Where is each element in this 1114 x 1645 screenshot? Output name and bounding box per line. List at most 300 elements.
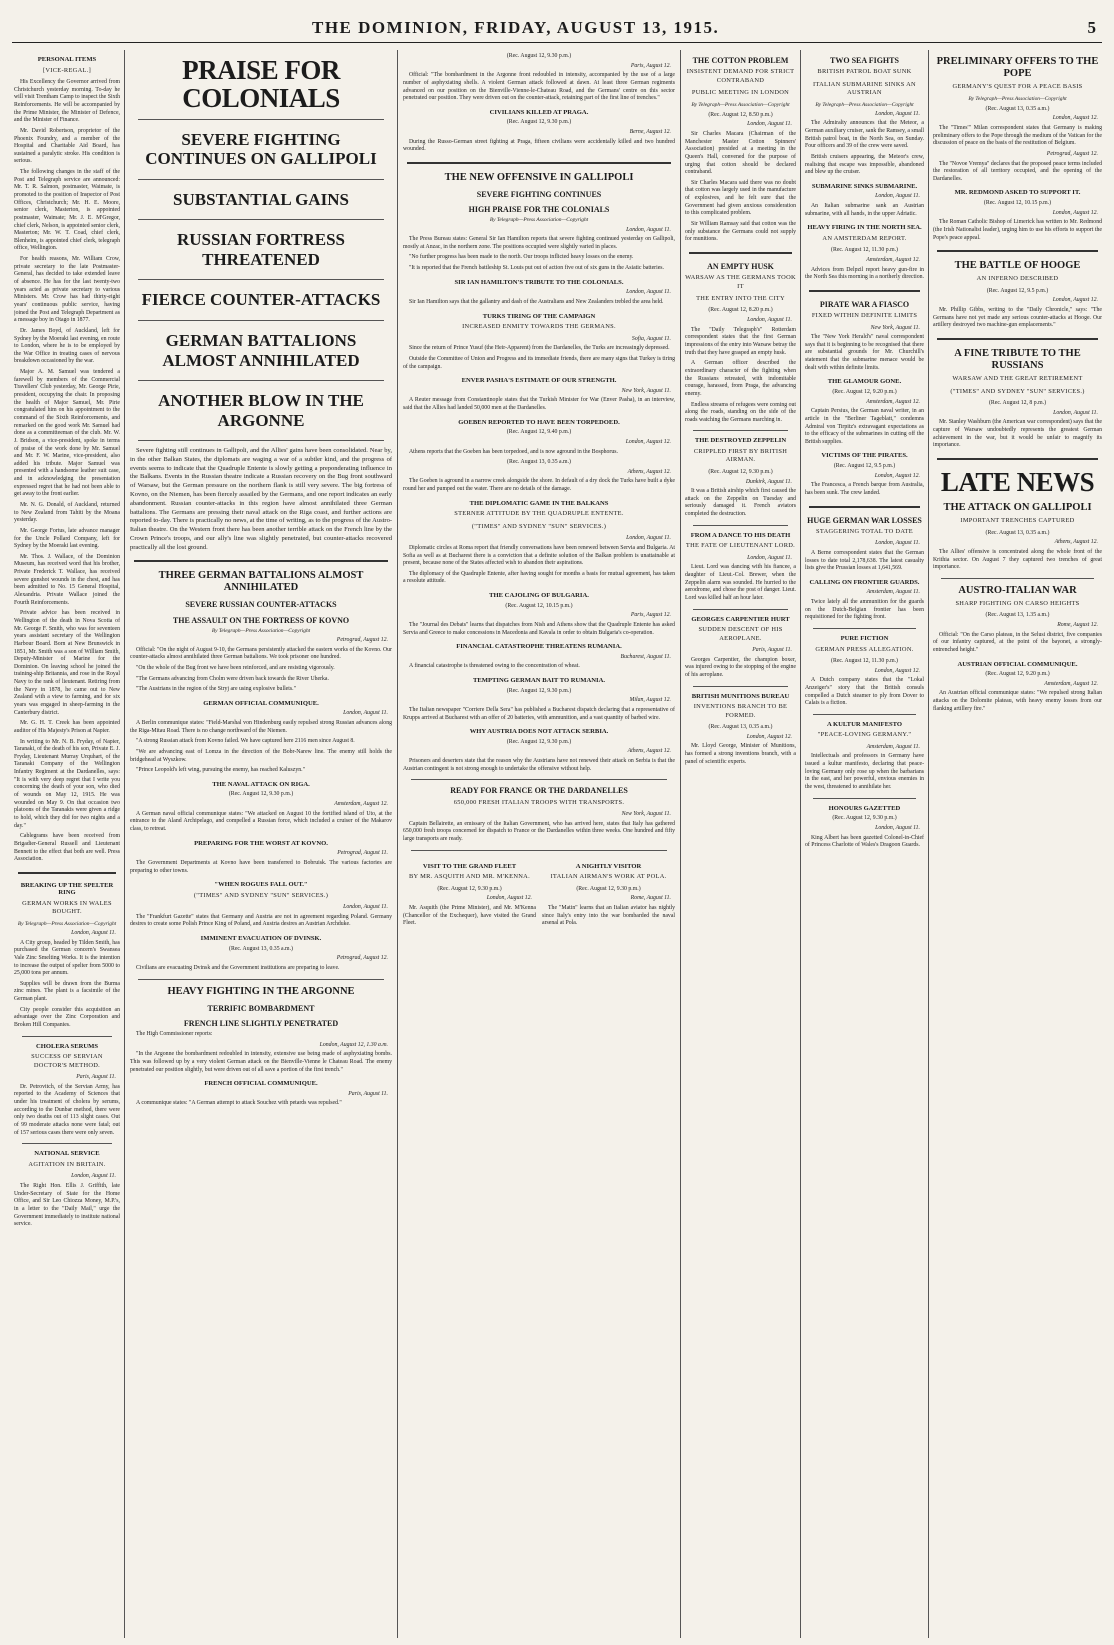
dateline: Dunkirk, August 11. — [745, 478, 792, 485]
subheading: ("TIMES" AND SYDNEY "SUN" SERVICES.) — [471, 522, 607, 530]
headline: THE GLAMOUR GONE. — [827, 378, 902, 386]
received-time: (Rec. August 12, 10.15 p.m.) — [983, 200, 1052, 207]
paragraph: The Roman Catholic Bishop of Limerick has written to Mr. Redmond (the Irish Nationalist leader), urging him to use his efforts to support the Pope's peace appeal. — [933, 219, 1102, 241]
dateline: Petrograd, August 11. — [337, 850, 388, 857]
subheading: AN INFERNO DESCRIBED — [976, 275, 1059, 283]
paragraph: The diplomacy of the Quadruple Entente, after having sought for months a basis for mutual agreement, has taken a resolute attitude. — [403, 570, 675, 585]
paragraph: City people consider this acquisition an advantage over the Zinc Corporation and Broken Hill Companies. — [14, 1006, 120, 1029]
dateline: London, August 12. — [874, 667, 920, 674]
divider — [138, 380, 384, 381]
airman-story — [542, 857, 675, 931]
dateline: Rome, August 11. — [630, 895, 671, 902]
dateline: Berne, August 12. — [629, 129, 671, 136]
headline: THE DESTROYED ZEPPELIN — [694, 437, 787, 445]
subheading: SHARP FIGHTING ON CARSO HEIGHTS — [955, 599, 1080, 607]
dateline: London, August 12, 1.30 a.m. — [319, 1041, 388, 1048]
dateline: Amsterdam, August 11. — [866, 589, 920, 596]
subheading: SUDDEN DESCENT OF HIS AEROPLANE. — [698, 626, 783, 642]
paragraph: Major A. M. Samuel was tendered a farewell by members of the Commercial Travellers' Club yesterday, Mr. George Pirie, president, occupying the chair. In proposing the health of Major Samuel, Mr. Pirie congratulated him on his appointment to the command of the Sixth Reinforcements, and remarked on the good work Mr. Samuel had done as a committeeman of the club. Mr. W. J. Bridson, a vice-president, spoke in terms of praise of the work done by Mr. Samuel and Mr. F. W. Marine, vice-president, also added his tribute. Major Samuel was presented with a handsome leather suit case, and in acknowledging the presentation expressed regret that he had not been able to get away to the front earlier. — [14, 369, 120, 498]
divider — [138, 320, 384, 321]
paragraph: Mr. David Robertson, proprietor of the Phoenix Foundry, and a member of the Hospital and Charitable Aid Board, has sustained a paralytic stroke. His condition is serious. — [14, 127, 120, 165]
dateline: London, August 12. — [1052, 209, 1098, 216]
received-time: (Rec. August 12, 9.5 p.m.) — [833, 463, 896, 470]
headline: FINANCIAL CATASTROPHE THREATENS RUMANIA. — [456, 643, 622, 651]
dateline: London, August 12. — [746, 733, 792, 740]
headline: CHOLERA SERUMS — [35, 1042, 99, 1050]
received-time: (Rec. August 12, 8 p.m.) — [989, 400, 1046, 406]
dateline: New York, August 11. — [870, 324, 920, 331]
headline: "WHEN ROGUES FALL OUT." — [214, 881, 308, 889]
received-time: (Rec. August 13, 0.35 a.m.) — [985, 529, 1050, 536]
dateline: London, August 12. — [625, 438, 671, 445]
paragraph: Official: "On the night of August 9-10, the Germans persistently attacked the eastern works of the Kovno. Our counter-attacks almost annihilated three German battalions. We took prisoner one hundred. — [130, 646, 392, 661]
headline: THREE GERMAN BATTALIONS ALMOST ANNIHILATED — [158, 570, 364, 594]
paragraph: The Admiralty announces that the Meteor, a German auxiliary cruiser, sank the Ramsey, a small British patrol boat, in the North Sea, on Sunday. Four officers and 39 of the crew were saved. — [805, 120, 924, 150]
paragraph: Sir Charles Macara said there was no doubt that cotton was largely used in the manufacture of explosives, and he felt sure that the Government had given anxious consideration to this complicated problem. — [685, 179, 796, 217]
headline: CIVILIANS KILLED AT PRAGA. — [489, 108, 589, 116]
dateline: London, August 11. — [1053, 409, 1098, 416]
paragraph: The "Journal des Debats" learns that dispatches from Nish and Athens show that the Quadruple Entente has asked Servia and Greece to make concessions in Macedonia and Kavala in order to obtain Bulgaria's co-operation. — [403, 621, 675, 636]
subheading: STAGGERING TOTAL TO DATE — [816, 527, 913, 535]
dateline: London, August 11. — [747, 317, 792, 324]
paragraph: Mr. Thos. J. Wallace, of the Dominion Museum, has received word that his brother, Private Frederick T. Wallace, has received severe gunshot wounds in the chest, and has been admitted to No. 15 General Hospital, Alexandria. Private Wallace joined the Fourth Reinforcements. — [14, 553, 120, 606]
dateline: London, August 11. — [71, 1173, 116, 1180]
received-time: (Rec. August 12, 11.30 p.m.) — [831, 247, 898, 254]
received-time: (Rec. August 12, 9.30 p.m.) — [506, 119, 572, 126]
divider — [937, 338, 1098, 340]
headline: SEVERE FIGHTING CONTINUES ON GALLIPOLI — [145, 129, 377, 169]
received-time: (Rec. August 13, 0.35 a.m.) — [985, 105, 1050, 112]
headline: GERMAN OFFICIAL COMMUNIQUE. — [203, 699, 319, 707]
received-time: (Rec. August 12, 9.40 p.m.) — [506, 429, 572, 436]
headline: HONOURS GAZETTED — [828, 804, 901, 812]
paragraph: Intellectuals and professors in Germany have issued a kultur manifesto, declaring that peace-loving Germany only rose up when the barbarians in the east, and her powerful, envious enemies in the west, threatened to annihilate her. — [805, 753, 924, 791]
received-time: (Rec. August 12, 9.20 p.m.) — [832, 388, 897, 395]
headline: CALLING ON FRONTIER GUARDS. — [809, 578, 920, 586]
divider — [693, 525, 788, 526]
divider — [138, 179, 384, 180]
headline: VICTIMS OF THE PIRATES. — [821, 452, 908, 460]
subheading: FRENCH LINE SLIGHTLY PENETRATED — [183, 1018, 339, 1028]
received-time: (Rec. August 12, 9.30 p.m.) — [437, 885, 502, 892]
wire-credit: By Telegraph—Press Association—Copyright — [691, 101, 790, 108]
divider — [809, 506, 920, 508]
headline: ENVER PASHA'S ESTIMATE OF OUR STRENGTH. — [461, 377, 617, 385]
received-time: (Rec. August 13, 1.35 a.m.) — [985, 612, 1050, 619]
subheading: THE ENTRY INTO THE CITY — [696, 295, 785, 303]
paragraph: "We are advancing east of Lomza in the direction of the Bobr-Narew line. The enemy still holds the bridgehead at Wyszkow. — [130, 748, 392, 763]
headline: MR. REDMOND ASKED TO SUPPORT IT. — [954, 189, 1081, 197]
dateline: Paris, August 12. — [630, 612, 671, 619]
subheading: ITALIAN SUBMARINE SINKS AN AUSTRIAN — [813, 80, 916, 97]
received-time: (Rec. August 12, 9.30 p.m.) — [506, 53, 572, 59]
paragraph: Diplomatic circles at Roma report that friendly conversations have been renewed between Servia and Bulgaria. At Sofia as well as at Bucharest there is a conviction that a definite solution of the Balkan problem is unattainable at present, because none of the States affected wish to abandon their aspirations. — [403, 544, 675, 567]
subheading: GERMANY'S QUEST FOR A PEACE BASIS — [952, 83, 1083, 91]
subheading: GERMAN PRESS ALLEGATION. — [815, 645, 914, 653]
column-3 — [403, 50, 675, 1640]
subheading: INVENTIONS BRANCH TO BE FORMED. — [693, 703, 788, 719]
dateline: Amsterdam, August 11. — [866, 743, 920, 750]
paragraph: A German naval official communique states: "We attacked on August 10 the fortified island of Uto, at the entrance to the Aland Archipelago, and compelled a Russian force, which included a cruiser of the Makarov class, to retreat. — [130, 810, 392, 833]
received-time: (Rec. August 12, 9.30 p.m.) — [576, 885, 641, 892]
masthead — [12, 18, 1102, 43]
dateline: London, August 12. — [1052, 297, 1098, 304]
column-5 — [805, 50, 924, 1640]
paragraph: Mr. Stanley Washburn (the American war correspondent) says that the capture of Warsaw undoubtedly represents the greatest German achievement in the war, but it would be unfair to magnify its importance. — [933, 419, 1102, 449]
divider — [693, 686, 788, 687]
dateline: London, August 12. — [874, 472, 920, 479]
divider — [407, 162, 671, 164]
late-news-banner: LATE NEWS — [940, 466, 1095, 497]
headline: THE DIPLOMATIC GAME IN THE BALKANS — [469, 499, 609, 507]
paragraph: Twice lately all the ammunition for the guards on the Dutch-Belgian frontier has been requisitioned for the fighting front. — [805, 599, 924, 621]
dateline: London, August 12. — [486, 895, 532, 902]
divider — [138, 119, 384, 120]
dateline: London, August 11. — [875, 110, 920, 117]
dateline: London, August 11. — [875, 540, 920, 547]
subheading: [VICE-REGAL.] — [42, 66, 92, 74]
dateline: Bucharest, August 11. — [620, 653, 671, 660]
wire-credit: By Telegraph—Press Association—Copyright — [211, 627, 311, 634]
divider — [411, 850, 667, 851]
headline: TWO SEA FIGHTS — [830, 56, 899, 65]
paragraph: "No further progress has been made to the north. Our troops inflicted heavy losses on the enemy. — [409, 254, 634, 261]
fleet-story — [403, 857, 536, 931]
paragraph: Outside the Committee of Union and Progress and its immediate friends, there are many signs that Turkey is tiring of the campaign. — [403, 355, 675, 370]
dateline: London, August 11. — [747, 554, 792, 561]
subheading: BY MR. ASQUITH AND MR. M'KENNA. — [409, 873, 530, 881]
subheading: STERNER ATTITUDE BY THE QUADRUPLE ENTENTE. — [454, 510, 624, 518]
subheading: INCREASED ENMITY TOWARDS THE GERMANS. — [462, 323, 616, 331]
headline: PREPARING FOR THE WORST AT KOVNO. — [194, 839, 328, 847]
dateline: London, August 11. — [875, 824, 920, 831]
subheading: CRIPPLED FIRST BY BRITISH AIRMAN. — [693, 448, 788, 464]
subheading: THE FATE OF LIEUTENANT LORD. — [685, 542, 796, 550]
received-time: (Rec. August 12, 9.30 p.m.) — [506, 738, 572, 745]
headline: FIERCE COUNTER-ATTACKS — [141, 290, 381, 310]
paragraph: Lieut. Lord was dancing with his fiancee, a daughter of Lieut.-Col. Brewer, when the Zeppelin alarm was sounded. He hurried to the aerodrome, and chose the post of danger. Lieut. Lord was killed half an hour later. — [685, 564, 796, 601]
column-4 — [685, 50, 796, 1640]
headline: A NIGHTLY VISITOR — [575, 862, 642, 870]
headline: BREAKING UP THE SPELTER RING — [20, 881, 114, 897]
subheading: INSISTENT DEMAND FOR STRICT CONTRABAND — [686, 68, 795, 84]
dateline: Petrograd, August 12. — [1046, 150, 1098, 157]
subheading: WARSAW AND THE GREAT RETIREMENT — [952, 375, 1083, 383]
divider — [937, 458, 1098, 460]
paragraph: In writing to Mr. N. B. Fryday, of Napier, Taranaki, of the death of his son, Private E. J. Fryday, Lieutenant Murray Urquhart, of the Taranaki Company of the Wellington Infantry Regiment at the Dardanelles, says: "It is with very deep regret that I write you concerning the death of your son, who died of wounds on May 12, 1915. He was wounded on May 9. On that occasion two platoons of the Taranakis were given a ridge to hold, which they did for two nights and a day." — [14, 738, 120, 829]
paragraph: "The Austrians in the region of the Stryj are using explosive bullets." — [136, 686, 296, 693]
paragraph: Mr. Asquith (the Prime Minister), and Mr. M'Kenna (Chancellor of the Exchequer), have visited the Grand Fleet. — [403, 904, 536, 927]
paragraph: The Press Bureau states: General Sir Ian Hamilton reports that severe fighting continued yesterday on Gallipoli, mostly at Anzac, in the northern zone. The positions occupied were slightly varied in places. — [403, 236, 675, 250]
received-time: (Rec. August 12, 11.30 p.m.) — [831, 657, 898, 664]
dateline: London, August 11. — [626, 289, 671, 296]
paragraph: Captain Persius, the German naval writer, in an article in the "Berliner Tageblatt," condemns Admiral von Tirpitz's extravagant expectations as to the efficacy of the submarines in cutting off the British supplies. — [805, 408, 924, 445]
received-time: (Rec. August 12, 9.30 p.m.) — [506, 687, 572, 694]
subheading: HIGH PRAISE FOR THE COLONIALS — [468, 205, 610, 215]
headline: VISIT TO THE GRAND FLEET — [422, 862, 517, 870]
divider — [693, 430, 788, 431]
paragraph: Dr. Petrovitch, of the Servian Army, has reported to the Academy of Sciences that under his treatment of cholera by serums, according to the Dunbar method, there were only two deaths out of 113 slight cases. Out of 99 moderate attacks none were fatal; out of 157 serious cases there were only seven. — [14, 1083, 120, 1136]
subheading: IMPORTANT TRENCHES CAPTURED — [960, 517, 1075, 525]
paragraph: Georges Carpentier, the champion boxer, was injured owing to the stopping of the engine of his aeroplane. — [685, 656, 796, 679]
dateline: Milan, August 12. — [629, 697, 671, 704]
paragraph: "On the whole of the Bug front we have been reinforced, and are resisting vigorously. — [136, 664, 335, 671]
dateline: Amsterdam, August 12. — [866, 256, 920, 263]
lead-paragraph: Severe fighting still continues in Gallipoli, and the Allies' gains have been consolidated. Near by, in the other Balkan States, the diplomats are waging a war of a subtler kind, and the progress of events seems to indicate that the Quadruple Entente is slowly getting a preponderating influence in the Balkans. Events in the Russian theatre indicate a Russian recovery on the Bug front southward of Warsaw, but the German pressure on the northern flank is still very severe. The big fortress of Kovno, on the Niemen, has been fiercely assailed by the Germans, and one report indicates an early abandonment. Russian counter-attacks in this region have almost annihilated three German battalions. The Germans are pressing their naval attack on the Riga coast, and further actions are reported to-day. There is practically no news, at the time of writing, as to the progress of the Austro-Italian theatre. On the Western front there has been another terrible attack on the French line by the Crown Prince's troops, and our ally's line was slightly penetrated, but counter-attacks recovered practically all the lost ground. — [130, 447, 392, 551]
dateline: London, August 11. — [626, 226, 671, 233]
column-6 — [933, 50, 1102, 1640]
subheading: FIXED WITHIN DEFINITE LIMITS — [811, 312, 918, 320]
headline: IMMINENT EVACUATION OF DVINSK. — [200, 935, 322, 943]
headline: THE NAVAL ATTACK ON RIGA. — [212, 780, 310, 788]
dateline: Petrograd, August 12. — [336, 955, 388, 962]
paragraph: The Government Departments at Kovno have been transferred to Bobruisk. The various factories are preparing to other towns. — [130, 859, 392, 874]
wire-credit: By Telegraph—Press Association—Copyright — [815, 101, 914, 108]
paragraph: The Allies' offensive is concentrated along the whole front of the Krithia sector. On August 7 they captured two trenches of great importance. — [933, 548, 1102, 571]
divider — [134, 560, 388, 562]
received-time: (Rec. August 12, 9.30 p.m.) — [832, 815, 897, 822]
paragraph: A City group, headed by Tilden Smith, has purchased the German concern's Swansea Vale Zinc Smelting Works. It is the intention to increase the output of spelter from 5000 to 25,000 tons per annum. — [14, 939, 120, 977]
divider — [22, 1143, 112, 1144]
paragraph: "The Germans advancing from Cholm were driven back towards the River Uherka. — [136, 675, 329, 682]
dateline: Amsterdam, August 12. — [866, 398, 920, 405]
two-column-block — [403, 857, 675, 931]
divider — [411, 779, 667, 780]
paragraph: The "New York Herald's" naval correspondent says that it is beginning to be recognised that there are substantial grounds for Mr. Churchill's statement that the submarine menace would be dealt with within definite limits. — [805, 334, 924, 371]
headline: HEAVY FIRING IN THE NORTH SEA. — [807, 224, 922, 232]
headline: PIRATE WAR A FIASCO — [819, 299, 910, 309]
divider — [138, 979, 384, 980]
subheading: THE ASSAULT ON THE FORTRESS OF KOVNO — [172, 615, 350, 625]
main-headline: PRAISE FOR COLONIALS — [182, 55, 340, 114]
paragraph: Sir Ian Hamilton says that the gallantry and dash of the Australians and New Zealanders trebled the area held. — [409, 298, 664, 305]
paragraph: Mr. Phillip Gibbs, writing to the "Daily Chronicle," says: "The Germans have not yet made any serious counter-attacks at Hooge. Our artillery destroyed two machine-gun emplacements." — [933, 307, 1102, 329]
headline: PURE FICTION — [840, 634, 889, 642]
paragraph: The "Frankfurt Gazette" states that Germany and Austria are not in agreement regarding Poland. Germany desires to create some Polish Prince King of Poland, and Austria desires an Austrian Archduke. — [130, 913, 392, 928]
headline: NATIONAL SERVICE — [34, 1150, 100, 1158]
dateline: New York, August 11. — [621, 811, 671, 818]
column-rule — [124, 50, 125, 1638]
paragraph: A Berlin communique states: "Field-Marshal von Hindenburg easily repulsed strong Russian advances along the Riga-Mitau Road. There is no change northward of the Niemen. — [130, 720, 392, 734]
headline: PRELIMINARY OFFERS TO THE POPE — [936, 56, 1099, 80]
paragraph: Mr. N. G. Donald, of Auckland, returned to New Zealand from Tahiti by the Moana yesterday. — [14, 501, 120, 524]
paragraph: During the Russo-German street fighting at Praga, fifteen civilians were accidentally killed and two hundred wounded. — [403, 138, 675, 153]
paragraph: Dr. James Boyd, of Auckland, left for Sydney by the Moeraki last evening, en route to London, where he is to be employed by the War Office in treating cases of nervous breakdown occasioned by the war. — [14, 327, 120, 365]
paragraph: A Berne correspondent states that the German losses to date total 2,178,638. The latest casualty lists give the Prussian losses at 1,641,569. — [805, 549, 924, 572]
headline: FRENCH OFFICIAL COMMUNIQUE. — [204, 1080, 318, 1088]
subheading: PUBLIC MEETING IN LONDON — [691, 89, 790, 97]
headline: RUSSIAN FORTRESS THREATENED — [176, 230, 346, 269]
received-time: (Rec. August 12, 9.5 p.m.) — [986, 287, 1049, 294]
wire-credit: By Telegraph—Press Association—Copyright — [968, 95, 1067, 102]
paragraph: The High Commissioner reports: — [136, 1031, 213, 1038]
headline: WHY AUSTRIA DOES NOT ATTACK SERBIA. — [469, 728, 609, 736]
headline: BRITISH MUNITIONS BUREAU — [691, 692, 790, 700]
dateline: London, August 11. — [875, 193, 920, 200]
headline: AUSTRO-ITALIAN WAR — [958, 584, 1077, 596]
subheading: "PEACE-LOVING GERMANY." — [817, 731, 912, 739]
received-time: (Rec. August 12, 8.50 p.m.) — [708, 111, 773, 118]
paragraph: "It is reported that the French battleship St. Louis put out of action five out of six guns in the Asiatic batteries. — [409, 265, 664, 272]
received-time: (Rec. August 13, 0.35 a.m.) — [507, 459, 571, 466]
paragraph: The "Times'" Milan correspondent states that Germany is making preliminary offers to the Pope through the medium of the Vatican for the discussion of peace on the basis of the restitution of Belgium. — [933, 124, 1102, 147]
paragraph: "Prince Leopold's left wing, pursuing the enemy, has reached Kaluszyn." — [136, 767, 305, 774]
headline: GERMAN BATTALIONS ALMOST ANNIHILATED — [162, 330, 360, 370]
paragraph: Sir William Ramsay said that cotton was the only substance the Germans could not supply for munitions. — [685, 221, 796, 243]
dateline: Paris, August 11. — [752, 647, 792, 654]
dateline: Athens, August 12. — [627, 748, 671, 755]
paragraph: Civilians are evacuating Dvinsk and the Government institutions are preparing to leave. — [136, 964, 340, 971]
paragraph: Supplies will be drawn from the Burma zinc mines. The plant is a facsimile of the German plant. — [14, 980, 120, 1003]
column-1 — [14, 50, 120, 1640]
headline: HUGE GERMAN WAR LOSSES — [807, 515, 922, 525]
dateline: Amsterdam, August 12. — [1044, 680, 1098, 687]
subheading: WARSAW AS THE GERMANS TOOK IT — [685, 274, 796, 290]
paragraph: A communique states: "A German attempt to attack Souchez with petards was repulsed." — [136, 1100, 342, 1107]
paragraph: Cablegrams have been received from Brigadier-General Russell and Lieutenant Bennett to the effect that both are well. Press Association. — [14, 833, 120, 863]
column-rule — [800, 50, 801, 1638]
dateline: Sofia, August 11. — [631, 335, 671, 342]
paragraph: Sir Charles Macara (Chairman of the Manchester Master Cotton Spinners' Association) presided at a meeting in the Queen's Hall, convened for the purpose of urging that cotton should be declared contraband. — [685, 130, 796, 176]
paragraph: The Italian newspaper "Corriere Della Sera" has published a Bucharest dispatch declaring that a representative of Krupps arrived at Bucharest with an offer of 20 batteries, with ammunition, and a vast quantity of barbed wire. — [403, 706, 675, 721]
dateline: London, August 12. — [1052, 115, 1098, 122]
dateline: Athens, August 12. — [627, 468, 671, 475]
dateline: Paris, August 11. — [76, 1074, 116, 1081]
dateline: Petrograd, August 12. — [336, 636, 388, 643]
divider — [813, 714, 916, 715]
paragraph: His Excellency the Governor arrived from Christchurch yesterday morning. To-day he will visit Trentham Camp to inspect the Sixth Reinforcements. He will be accompanied by the Prime Minister, the Minister of Defence, and the Minister of Finance. — [14, 79, 120, 124]
paragraph: The following changes in the staff of the Post and Telegraph service are announced: Mr. T. R. Salmon, postmaster, Waimate, is promoted to the position of Inspector of Post Offices, Christchurch; Mr. H. E. Moore, senior clerk, Masterton, is appointed postmaster, Waimate; Mr. J. E. M'Gregor, chief clerk, Nelson, is appointed senior clerk, Masterton; Mr. W. T. Coad, chief clerk, Blenheim, is appointed chief clerk, telegraph office, Wellington. — [14, 169, 120, 252]
wire-credit: By Telegraph—Press Association—Copyright — [17, 920, 117, 927]
headline: GEORGES CARPENTIER HURT — [691, 615, 790, 623]
dateline: Rome, August 12. — [1057, 622, 1098, 629]
headline: TURKS TIRING OF THE CAMPAIGN — [482, 312, 596, 320]
headline: HEAVY FIGHTING IN THE ARGONNE — [167, 985, 355, 997]
divider — [138, 279, 384, 280]
paragraph: Since the return of Prince Yusuf (the Heir-Apparent) from the Dardanelles, the Turks are increasingly depressed. — [409, 345, 670, 352]
page-number: 5 — [1087, 18, 1096, 37]
paragraph: The "Matin" learns that an Italian aviator has nightly since Italy's entry into the war bombarded the naval arsenal at Pola. — [542, 904, 675, 927]
dateline: London, August 11. — [626, 535, 671, 542]
dateline: London, August 11. — [343, 710, 388, 717]
paragraph: The Goeben is aground in a narrow creek alongside the shore. In default of a dry dock the Turks have built a dyke round her and pumped out the water. There are no details of the damage. — [403, 478, 675, 493]
column-2 — [130, 50, 392, 1640]
subheading: SEVERE RUSSIAN COUNTER-ATTACKS — [185, 600, 337, 610]
paragraph: A Reuter message from Constantinople states that the Turkish Minister for War (Enver Pasha), in an interview, said that the Allies had landed 50,000 men at the Dardanelles. — [403, 397, 675, 412]
subheading: GERMAN WORKS IN WALES BOUGHT. — [22, 899, 112, 916]
paragraph: Endless streams of refugees were coming out along the roads, standing on the side of the roads watching the Germans marching in. — [685, 401, 796, 423]
headline: TEMPTING GERMAN BAIT TO RUMANIA. — [472, 677, 606, 685]
headline: FROM A DANCE TO HIS DEATH — [690, 531, 791, 539]
subheading: 650,000 FRESH ITALIAN TROOPS WITH TRANSPORTS. — [453, 798, 625, 806]
paragraph: Mr. G. H. T. Creek has been appointed auditor of His Majesty's Prison at Napier. — [14, 720, 120, 734]
dateline: Amsterdam, August 12. — [334, 801, 388, 808]
paragraph: A German officer described the extraordinary character of the fighting when the Russians retreated, with indomitable courage, harassed, from Praga, the advancing enemy. — [685, 360, 796, 397]
paragraph: An Italian submarine sank an Austrian submarine, with all hands, in the upper Adriatic. — [805, 203, 924, 217]
wire-credit: By Telegraph—Press Association—Copyright — [489, 217, 589, 224]
paragraph: Mr. Lloyd George, Minister of Munitions, has formed a strong inventions branch, with a panel of scientific experts. — [685, 743, 796, 765]
paragraph: Prisoners and deserters state that the reason why the Austrians have not renewed their attack on Serbia is that the Austrian contingent is not strong enough to undertake the offensive without help. — [403, 758, 675, 772]
paragraph: An Austrian official communique states: "We repulsed strong Italian attacks on the Dolomite plateau, with heavy enemy losses from our flanking artillery fire." — [933, 690, 1102, 712]
headline: AN EMPTY HUSK — [707, 261, 774, 271]
subheading: AGITATION IN BRITAIN. — [28, 1160, 106, 1168]
column-rule — [928, 50, 929, 1638]
subheading: SUCCESS OF SERVIAN DOCTOR'S METHOD. — [31, 1053, 103, 1069]
divider — [689, 252, 792, 254]
paragraph: "In the Argonne the bombardment redoubled in intensity, extensive use being made of asphyxiating bombs. This was followed up by a very violent German attack on the Bienville-Vienne le Chateau Road. The enemy penetrated our position slightly, but were driven out of all save a portion of the first trench." — [130, 1051, 392, 1073]
headline: GOEBEN REPORTED TO HAVE BEEN TORPEDOED. — [458, 418, 620, 426]
received-time: (Rec. August 12, 9.30 p.m.) — [708, 468, 773, 475]
received-time: (Rec. August 12, 9.20 p.m.) — [985, 671, 1050, 678]
paragraph: Advices from Delpzil report heavy gun-fire in the North Sea this morning in a northerly direction. — [805, 266, 924, 281]
paragraph: Athens reports that the Goeben has been torpedoed, and is now aground in the Bosphorus. — [409, 448, 618, 455]
divider — [22, 1036, 112, 1037]
paragraph: British cruisers appearing, the Meteor's crew, realising that escape was impossible, abandoned and blew up the cruiser. — [805, 153, 924, 176]
masthead-title: THE DOMINION, FRIDAY, AUGUST 13, 1915. — [312, 18, 720, 37]
headline: THE ATTACK ON GALLIPOLI — [943, 502, 1092, 514]
divider — [941, 578, 1094, 579]
paragraph: Official: "On the Carso plateau, in the Selusi district, five companies of our infantry captured, at the point of the bayonet, a strongly-entrenched height." — [933, 631, 1102, 653]
paragraph: For health reasons, Mr. William Crow, private secretary to the late Postmaster-General, has decided to take extended leave of absence. He has for the last twenty-two years acted as private secretary to various Ministers. Mr. Crow has had thirty-eight years' continuous public service, having joined the Post and Telegraph Department as a message boy in Otago in 1877. — [14, 256, 120, 324]
dateline: London, August 11. — [343, 904, 388, 911]
paragraph: A financial catastrophe is threatened owing to the concentration of wheat. — [409, 663, 580, 670]
headline: READY FOR FRANCE OR THE DARDANELLES — [450, 786, 628, 796]
received-time: (Rec. August 12, 10.15 p.m.) — [505, 602, 573, 609]
headline: ANOTHER BLOW IN THE ARGONNE — [158, 391, 364, 430]
paragraph: Captain Bellairette, an emissary of the Italian Government, who has arrived here, states that Italy has gathered 650,000 fresh troops concerned for dispatch to France or the Dardanelles within three weeks. One hundred and fifty large transports are ready. — [403, 820, 675, 842]
divider — [813, 798, 916, 799]
subheading: ("TIMES" AND SYDNEY "SUN" SERVICES.) — [193, 891, 329, 899]
column-rule — [397, 50, 398, 1638]
divider — [138, 219, 384, 220]
headline: AUSTRIAN OFFICIAL COMMUNIQUE. — [957, 660, 1078, 668]
paragraph: It was a British airship which first caused the attack on the Zeppelin on Tuesday and seriously damaged it. French aviators completed the destruction. — [685, 488, 796, 518]
paragraph: Official: "The bombardment in the Argonne front redoubled in intensity, accompanied by the use of a large number of asphyxiating shells. A violent German attack followed at dawn. At least three German regiments advanced on our position on the Bienville-Vienne-le-Chateau Road, and the Germans' centre on this sector penetrated our position. They were driven out on the counter-attack, retaining part of the first line of trenches." — [403, 72, 675, 102]
paragraph: Mr. George Fortus, late advance manager for the Uncle Pollard Company, left for Sydney by the Moeraki last evening. — [14, 527, 120, 550]
dateline: Paris, August 12. — [630, 62, 671, 69]
dateline: London, August 11. — [71, 930, 116, 936]
paragraph: A Dutch company states that the "Lokal Anzeiger's" story that the British consuls compelled a Dutch steamer to ply from Dover to Calais is a fiction. — [805, 677, 924, 707]
headline: A FINE TRIBUTE TO THE RUSSIANS — [954, 347, 1081, 372]
paragraph: Private advice has been received in Wellington of the death in Nova Scotia of Mr. George F. Smith, who was for seventeen years assistant secretary of the Wellington Harbour Board. Born at New Brunswick in 1851, Mr. Smith was a son of William Smith, Deputy-Minister of Marine for the Dominion. On leaving school he joined the training-ship Britannia, and rose in the Royal Navy to the rank of lieutenant. Retiring from the Navy in 1878, he came out to New Zealand with a view to farming, and for six years was engaged in sheep-farming in the Canterbury district. — [14, 610, 120, 716]
headline: THE COTTON PROBLEM — [692, 56, 789, 65]
paragraph: The "Novoe Vremya" declares that the proposed peace terms included the restoration of all territory occupied, and the opening of the Dardanelles. — [933, 160, 1102, 182]
paragraph: King Albert has been gazetted Colonel-in-Chief of Princess Charlotte of Wales's Dragoon Guards. — [805, 834, 924, 849]
headline: THE NEW OFFENSIVE IN GALLIPOLI — [444, 171, 634, 183]
divider — [18, 872, 116, 874]
paragraph: "A strong Russian attack from Kovno failed. We have captured here 2116 men since August 8. — [136, 738, 355, 745]
column-rule — [680, 50, 681, 1638]
subheading: SEVERE FIGHTING CONTINUES — [476, 190, 602, 200]
divider — [693, 609, 788, 610]
subheading: ("TIMES" AND SYDNEY "SUN" SERVICES.) — [950, 387, 1085, 395]
headline: SUBMARINE SINKS SUBMARINE. — [811, 182, 918, 190]
headline: THE CAJOLING OF BULGARIA. — [489, 592, 589, 600]
dateline: New York, August 11. — [621, 387, 671, 394]
paragraph: The "Daily Telegraph's" Rotterdam correspondent states that the first German impressions of the entry into Warsaw betray the truth that they have grasped an empty husk. — [685, 326, 796, 356]
divider — [138, 440, 384, 441]
headline: A KULTUR MANIFESTO — [826, 720, 903, 728]
paragraph: The Francesca, a French barque from Australia, has been sunk. The crew landed. — [805, 482, 924, 496]
subheading: AN AMSTERDAM REPORT. — [822, 234, 907, 242]
subheading: ITALIAN AIRMAN'S WORK AT POLA. — [550, 873, 667, 881]
received-time: (Rec. August 12, 8.20 p.m.) — [708, 307, 773, 314]
received-time: (Rec. August 12, 9.30 p.m.) — [228, 791, 294, 798]
subheading: BRITISH PATROL BOAT SUNK — [817, 68, 912, 76]
headline: SIR IAN HAMILTON'S TRIBUTE TO THE COLONIALS. — [454, 278, 624, 286]
divider — [937, 250, 1098, 252]
dateline: Paris, August 11. — [348, 1090, 388, 1097]
